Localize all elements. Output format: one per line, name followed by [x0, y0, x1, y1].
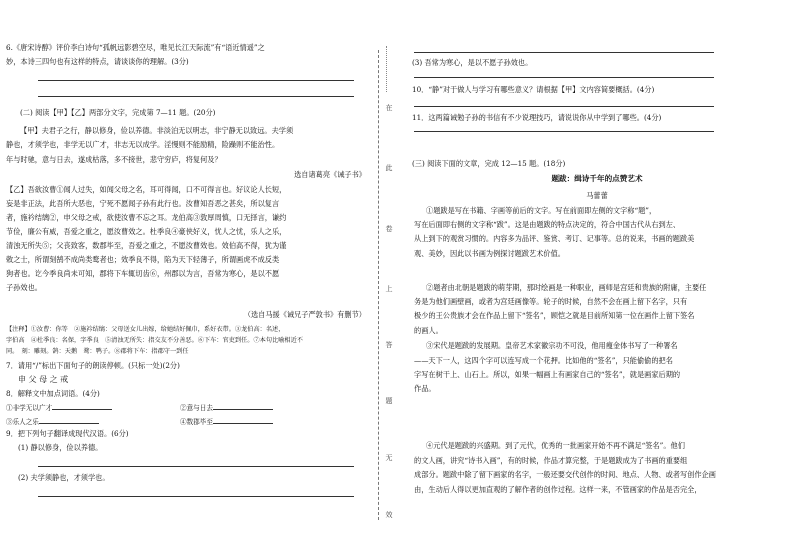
q8-answer-blank[interactable]	[52, 403, 112, 410]
binding-char: 效	[385, 511, 393, 519]
binding-char: 此	[385, 164, 393, 172]
jia-line: 【甲】夫君子之行，静以修身，俭以养德。非淡泊无以明志，非宁静无以致远。夫学须	[20, 126, 294, 135]
jia-source: 选自诸葛亮《诫子书》	[294, 170, 366, 179]
q8-item-text: ③乐人之乐	[6, 418, 39, 426]
q9-item-2: (2) 夫学须静也，才须学也。	[18, 473, 110, 482]
q8-answer-blank[interactable]	[213, 417, 273, 424]
yi-line: 【乙】吾欲汝曹①闻人过失，如闻父母之名，耳可得闻，口不可得言也。好议论人长短，	[6, 185, 287, 194]
q8-item-text: ②意与日去	[180, 404, 213, 412]
article-title: 题跋：缉诗千年的点赞艺术	[551, 174, 643, 183]
q8-prompt: 8．解释文中加点词语。(4分)	[6, 389, 100, 398]
q7-prompt: 7．请用“/”标出下面句子的朗读停顿。(只标一处)(2分)	[6, 361, 180, 370]
q6-line2: 妙，本诗三四句也有这样的特点，请谈谈你的理解。(3分)	[6, 57, 189, 66]
q7-sentence[interactable]: 申 父 母 之 戒	[18, 375, 69, 384]
q8-item	[180, 417, 273, 426]
yi-line: 子孙效也。	[6, 283, 42, 292]
article-paragraph-line: 作品。	[414, 384, 436, 393]
q6-answer-line[interactable]	[38, 96, 354, 97]
article-paragraph-line: 写在后面即右侧的文字称“跋”。这是由题跋的特点决定的，符合中国古代从右到左、	[414, 220, 681, 229]
jia-line: 年与时驰，意与日去，遂成枯落，多不接世，悲守穷庐，将复何及？	[6, 155, 222, 164]
q9-prompt: 9．把下列句子翻译成现代汉语。(6分)	[6, 429, 129, 438]
q9-continued-answer-line[interactable]	[414, 52, 714, 53]
annotation-line: 同。 刻：雕刻。鹄：天鹅 鹜：鸭子。⑧郡将下车：指郡守一到任	[6, 348, 189, 355]
q9-item-1: (1) 静以修身，俭以养德。	[18, 443, 103, 452]
article-paragraph-line: 观、美妙，因此以书画为例探讨题跋艺术价值。	[414, 249, 565, 258]
jia-line: 静也，才须学也，非学无以广才，非志无以成学。淫慢则不能励精，险躁则不能治性。	[6, 140, 280, 149]
q8-item	[180, 403, 273, 412]
article-paragraph-line: ③宋代是题跋的发展期。皇帝艺术家徽宗功不可没，他用瘦金体书写了一种署名	[426, 341, 678, 350]
q8-item-text: ④数郡毕至	[180, 418, 213, 426]
article-paragraph-line: 成部分。题跋中除了留下画家的名字，一般还要交代创作的时间、地点、人物、或者写创作企画	[414, 470, 716, 479]
binding-char: 答	[385, 341, 393, 349]
yi-line: 妄是非正法，此吾所大恶也，宁死不愿闻子孙有此行也。汝曹知吾恶之甚矣，所以复言	[6, 199, 280, 208]
q10-prompt: 10．“静”对于做人与学习有哪些意义？请根据【甲】文内容简要概括。(4分)	[412, 85, 655, 94]
yi-line: 敕之士，所谓刻鹄不成尚类鹜者也；效季良不得，陷为天下轻薄子，所谓画虎不成反类	[6, 255, 280, 264]
binding-divider	[378, 50, 379, 520]
q8-answer-blank[interactable]	[39, 417, 99, 424]
q6-line1: 6.《唐宋诗醇》评价李白诗句“孤帆远影碧空尽，唯见长江天际流”有“语近情遥”之	[6, 43, 265, 52]
q9-3-answer-line[interactable]	[414, 77, 714, 78]
yi-line: 狗者也。讫今季良尚未可知，郡将下车辄切齿⑥，州郡以为言，吾常为寒心，是以不愿	[6, 269, 280, 278]
article-paragraph-line: 的文人画，讲究“诗书入画”，有的时候，作品才算完整，于是题跋成为了书画的重要组	[414, 456, 688, 465]
q11-answer-line[interactable]	[414, 131, 714, 132]
binding-char: 上	[385, 285, 393, 293]
q8-item	[6, 403, 112, 412]
q9-2-answer-line[interactable]	[38, 496, 354, 497]
binding-notice	[383, 0, 395, 560]
yi-line: 节俭，廉公有威，吾爱之重之，愿汝曹效之。杜季良④豪侠好义，忧人之忧，乐人之乐，	[6, 227, 287, 236]
binding-char: 题	[385, 397, 393, 405]
annotation-line: 字伯高 ④杜季良：名保，字季良 ⑤清浊无所失：指交友不分善恶。⑥下车：官吏到任。⑦本句比喻相近不	[6, 337, 303, 344]
yi-line: 清浊无所失⑤；父丧致客，数郡毕至，吾爱之重之，不愿汝曹效也。效伯高不得，犹为谨	[6, 241, 287, 250]
section3-title: (三) 阅读下面的文章，完成 12—15 题。(18分)	[412, 159, 566, 168]
section2-title: (二) 阅读【甲】【乙】两部分文字，完成第 7—11 题。(20分)	[20, 108, 216, 117]
q6-answer-line[interactable]	[38, 80, 354, 81]
article-paragraph-line: ——天下一人，这四个字可以连写成一个花押。比如他的“签名”，只能偷偷的把名	[414, 356, 673, 365]
article-paragraph-line: 由，生动后人得以更加直观的了解作者的创作过程。这样一来，不管画家的作品是否完全，	[414, 485, 702, 494]
article-paragraph-line: 从上到下的观赏习惯的。内容多为品评、鉴赏、考订、记事等。总的说来，书画的题跋美	[414, 234, 695, 243]
q9-1-answer-line[interactable]	[38, 466, 354, 467]
binding-char: 卷	[385, 225, 393, 233]
q9-item-3: (3) 吾常为寒心，是以不愿子孙效也。	[412, 58, 533, 67]
q11-prompt: 11．这两篇诫勉子孙的书信有不少说理技巧，请说说你从中学到了哪些。(4分)	[412, 113, 662, 122]
right-column	[412, 0, 794, 560]
yi-line: 者，施衿结缡②，申父母之戒，欲使汝曹不忘之耳。龙伯高③敦厚周慎，口无择言，谦约	[6, 213, 287, 222]
article-paragraph-line: 极少的王公贵族才会在作品上留下“签名”，顾恺之就是目前所知第一位在画作上留下签名	[414, 311, 695, 320]
article-paragraph-line: ①题跋是写在书籍、字画等前后的文字。写在前面即左侧的文字称“题”，	[426, 206, 657, 215]
q8-item-text: ①非学无以广才	[6, 404, 53, 412]
article-paragraph-line: 字写在树干上、山石上。所以，如果一幅画上有画家自己的“签名”，就是画家后期的	[414, 370, 681, 379]
article-paragraph-line: 的画人。	[414, 326, 443, 335]
article-paragraph-line: 务是为他们画壁画，或者为宫廷画像等。轮子的时候，自然不会在画上留下名字，只有	[414, 297, 688, 306]
q8-answer-blank[interactable]	[213, 403, 273, 410]
article-paragraph-line: ④元代是题跋的兴盛期。到了元代，优秀的一批画家开始不再不满足“签名”。他们	[426, 441, 685, 450]
binding-char: 在	[385, 104, 393, 112]
yi-source: （选自马援《诫兄子严敦书》有删节）	[243, 310, 366, 319]
article-paragraph-line: ②题者由北朝是题跋的萌芽期，那时绘画是一种职业，画师是宫廷和贵族的附庸，主要任	[426, 283, 707, 292]
article-author: 马蕾蕾	[586, 191, 608, 200]
q10-answer-line[interactable]	[414, 106, 714, 107]
q8-item	[6, 417, 99, 426]
binding-char: 无	[385, 454, 393, 462]
left-column	[0, 0, 372, 560]
annotation-line: 【注释】①汝曹：你等 ②施衿结缡：父母送女儿出嫁，给她结好佩巾，系好衣带。③龙伯高：名述，	[6, 326, 285, 333]
